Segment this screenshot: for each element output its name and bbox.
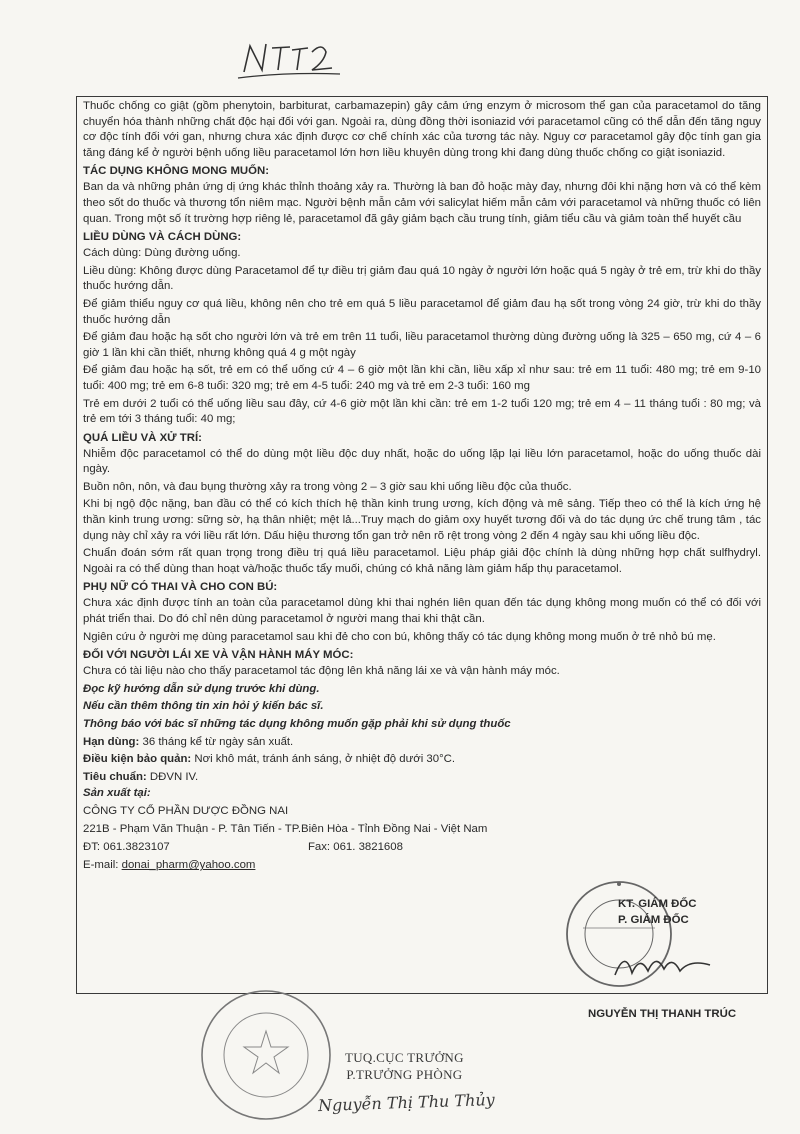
pregnancy-heading: PHỤ NỮ CÓ THAI VÀ CHO CON BÚ:	[83, 581, 278, 594]
manufacturer-label: Sản xuất tại:	[83, 787, 151, 800]
overdose-paragraph: Chuẩn đoán sớm rất quan trọng trong điều trị quá liều paracetamol. Liệu pháp giải độc chính là dùng những hợp chất sulfhydryl. Ngoài ra có thể dùng than hoạt và/hoặc thuốc tẩy muối, chúng có khả năng làm giảm hấp thụ paracetamol.	[83, 547, 761, 575]
dept-title	[345, 1049, 464, 1083]
manufacturer-contacts	[83, 839, 761, 855]
driving-paragraph: Chưa có tài liệu nào cho thấy paracetamol tác động lên khả năng lái xe và vận hành máy móc.	[83, 665, 560, 678]
dosage-paragraph: Để giảm đau hoặc hạ sốt, trẻ em có thể uống cứ 4 – 6 giờ một lần khi cần, liều xấp xỉ như sau: trẻ em 11 tuổi: 480 mg; trẻ em 9-10 tuổi: 400 mg; trẻ em 6-8 tuổi: 320 mg; trẻ em 4-5 tuổi: 240 mg và trẻ em 2-3 tuổi: 160 mg	[83, 364, 761, 392]
shelf-life: Hạn dùng: 36 tháng kể từ ngày sản xuất.	[83, 735, 294, 748]
dept-line-1: TUQ.CỤC TRƯỞNG	[345, 1050, 464, 1065]
pregnancy-paragraph: Ngiên cứu ở người mẹ dùng paracetamol sau khi đẻ cho con bú, không thấy có tác dụng không mong muốn ở trẻ nhỏ bú mẹ.	[83, 630, 716, 643]
director-name: NGUYỄN THỊ THANH TRÚC	[588, 1008, 737, 1020]
email-link[interactable]: donai_pharm@yahoo.com	[121, 859, 256, 872]
manufacturer-address: 221B - Phạm Văn Thuận - P. Tân Tiến - TP.Biên Hòa - Tỉnh Đồng Nai - Việt Nam	[83, 823, 488, 836]
intro-paragraph: Thuốc chống co giật (gồm phenytoin, barbiturat, carbamazepin) gây cảm ứng enzym ở microsom thể gan của paracetamol do tăng chuyển hóa thành những chất độc hại đối với gan. Ngoài ra, dùng đồng thời isoniazid với paracetamol cũng có thể dẫn đến tăng nguy cơ độc tính đối với gan, nhưng chưa xác định được cơ chế chính xác của tương tác này. Nguy cơ paracetamol gây độc tính gan gia tăng đáng kể ở người bệnh uống liều paracetamol lớn hơn liều khuyên dùng trong khi đang dùng thuốc chống co giật isoniazid.	[83, 100, 761, 159]
phone: ĐT: 061.3823107	[83, 841, 170, 854]
handwritten-mark	[236, 38, 346, 88]
overdose-paragraph: Khi bị ngộ độc nặng, ban đầu có thể có kích thích hệ thần kinh trung ương, kích động và mê sảng. Tiếp theo có thể là kích ứng hệ thần kinh trung ương: sững sờ, hạ thân nhiệt; mệt lả...Truy mạch do giảm oxy huyết tương đối và do tác dụng ức chế trung tâm , tác dụng này chỉ xảy ra với liều rất lớn. Dấu hiệu thương tổn gan trở nên rõ rệt trong vòng 2 đến 4 ngày sau khi uống liều độc.	[83, 498, 761, 542]
driving-heading: ĐỐI VỚI NGƯỜI LÁI XE VÀ VẬN HÀNH MÁY MÓC:	[83, 649, 354, 662]
manufacturer-email-line	[83, 857, 761, 873]
manufacturer-block	[83, 785, 761, 873]
quality-standard: Tiêu chuẩn: DĐVN IV.	[83, 770, 199, 783]
dosage-paragraph: Để giảm đau hoặc hạ sốt cho người lớn và trẻ em trên 11 tuổi, liều paracetamol thường dùng đường uống là 325 – 650 mg, cứ 4 – 6 giờ 1 lần khi cần thiết, nhưng không quá 4 g một ngày	[83, 331, 761, 359]
dosage-paragraph: Trẻ em dưới 2 tuổi có thể uống liều sau đây, cứ 4-6 giờ một lần khi cần: trẻ em 1-2 tuổi 120 mg; trẻ em 4 – 11 tháng tuổi : 80 mg; và trẻ em tới 3 tháng tuổi: 40 mg;	[83, 397, 761, 426]
dept-line-2: P.TRƯỞNG PHÒNG	[346, 1067, 463, 1082]
warning-report-effects: Thông báo với bác sĩ những tác dụng không muốn gặp phải khi sử dụng thuốc	[83, 718, 511, 730]
fax: Fax: 061. 3821608	[307, 841, 403, 854]
director-title	[618, 896, 696, 928]
email-label: E-mail:	[83, 859, 119, 872]
director-line-2: P. GIÁM ĐỐC	[618, 914, 689, 926]
overdose-paragraph: Nhiễm độc paracetamol có thể do dùng một liều độc duy nhất, hoặc do uống lặp lại liều lớn paracetamol, hoặc do uống thuốc dài ngày.	[83, 447, 761, 476]
storage-conditions: Điều kiện bảo quản: Nơi khô mát, tránh ánh sáng, ở nhiệt độ dưới 30°C.	[83, 753, 456, 766]
leaflet-frame	[76, 96, 768, 994]
overdose-paragraph: Buồn nôn, nôn, và đau bụng thường xảy ra trong vòng 2 – 3 giờ sau khi uống liều độc của thuốc.	[83, 480, 572, 493]
dept-signer-name: Nguyễn Thị Thu Thủy	[317, 1089, 495, 1116]
ministry-stamp	[196, 985, 336, 1125]
adverse-heading: TÁC DỤNG KHÔNG MONG MUỐN:	[83, 165, 270, 178]
overdose-heading: QUÁ LIỀU VÀ XỬ TRÍ:	[83, 431, 202, 444]
pregnancy-paragraph: Chưa xác định được tính an toàn của paracetamol dùng khi thai nghén liên quan đến tác dụng không mong muốn có thể có đối với phát triển thai. Do đó chỉ nên dùng paracetamol ở người mang thai khi thật cần.	[83, 597, 761, 626]
warning-ask-doctor: Nếu cần thêm thông tin xin hỏi ý kiến bác sĩ.	[83, 700, 324, 713]
director-line-1: KT. GIÁM ĐỐC	[618, 898, 697, 910]
dosage-paragraph: Liều dùng: Không được dùng Paracetamol để tự điều trị giảm đau quá 10 ngày ở người lớn hoặc quá 5 ngày ở trẻ em, trừ khi do thầy thuốc hướng dẫn.	[83, 264, 761, 293]
warning-read-instructions: Đọc kỹ hướng dẫn sử dụng trước khi dùng.	[83, 682, 320, 695]
dosage-paragraph: Để giảm thiểu nguy cơ quá liều, không nên cho trẻ em quá 5 liều paracetamol để giảm đau hạ sốt trong vòng 24 giờ, trừ khi do thầy thuốc hướng dẫn	[83, 297, 761, 326]
adverse-paragraph: Ban da và những phản ứng dị ứng khác thỉnh thoảng xảy ra. Thường là ban đỏ hoặc mày đay, nhưng đôi khi nặng hơn và có thể kèm theo sốt do thuốc và thương tổn niêm mạc. Người bệnh mẫn cảm với salicylat hiếm mẫn cảm với paracetamol và những thuốc có liên quan. Trong một số ít trường hợp riêng lẻ, paracetamol đã gây giảm bạch cầu trung tính, giảm tiểu cầu và giảm toàn thể huyết cầu	[83, 181, 761, 225]
manufacturer-name: CÔNG TY CỔ PHẦN DƯỢC ĐỒNG NAI	[83, 805, 289, 818]
director-signature	[610, 945, 720, 990]
dosage-heading: LIỀU DÙNG VÀ CÁCH DÙNG:	[83, 231, 242, 244]
dosage-paragraph: Cách dùng: Dùng đường uống.	[83, 247, 241, 260]
